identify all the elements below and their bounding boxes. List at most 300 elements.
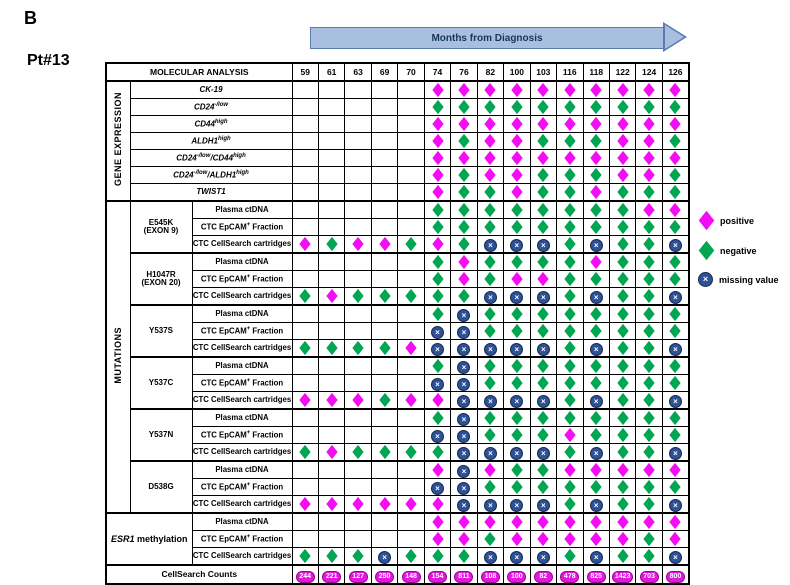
cell [583,357,609,375]
missing-value-icon [669,499,682,512]
table-row [106,271,689,288]
negative-diamond-icon [670,185,681,199]
positive-diamond-icon [591,117,602,131]
negative-diamond-icon [643,549,654,563]
cell [583,184,609,202]
cell [292,133,318,150]
cell [636,427,662,444]
cell [292,427,318,444]
cell [583,201,609,219]
negative-diamond-icon [352,445,363,459]
cell [636,340,662,358]
timeline-arrow [310,27,664,49]
cell [583,81,609,99]
cell [424,236,450,254]
cell [530,99,556,116]
negative-diamond-icon [379,393,390,407]
cell [557,99,583,116]
group-label-mutations: MUTATIONS [106,201,130,513]
cell [557,305,583,323]
negative-diamond-icon [564,134,575,148]
legend-item-missing [698,272,779,287]
cell [636,444,662,462]
missing-value-icon [484,239,497,252]
cell [345,461,371,479]
positive-diamond-icon [643,83,654,97]
positive-diamond-icon [326,393,337,407]
negative-diamond-icon [564,220,575,234]
cell [662,513,689,531]
negative-diamond-icon [485,376,496,390]
cell [398,565,424,584]
negative-diamond-icon [485,359,496,373]
cell [318,496,344,514]
cell [662,375,689,392]
cell [345,150,371,167]
negative-diamond-icon [352,341,363,355]
cell [557,427,583,444]
mutation-label: D538G [130,461,192,513]
negative-diamond-icon [326,549,337,563]
missing-value-icon [457,361,470,374]
cell [292,305,318,323]
cell [662,323,689,340]
missing-value-icon [510,343,523,356]
molecular-analysis-header: MOLECULAR ANALYSIS [106,63,292,81]
cell [504,116,530,133]
cell [292,479,318,496]
negative-diamond-icon [538,255,549,269]
cell [583,409,609,427]
cell [292,150,318,167]
negative-diamond-icon [538,307,549,321]
positive-diamond-icon [564,428,575,442]
cell [477,461,503,479]
cell [477,392,503,410]
cell [318,531,344,548]
cell [345,444,371,462]
cell [345,409,371,427]
cell [371,116,397,133]
month-header: 70 [398,63,424,81]
cell [662,392,689,410]
table-row [106,116,689,133]
cellsearch-count-badge: 250 [375,571,394,583]
missing-value-icon [431,482,444,495]
cell [530,357,556,375]
month-header: 100 [504,63,530,81]
cell [609,133,635,150]
missing-value-icon [484,291,497,304]
positive-diamond-icon [511,168,522,182]
cell [451,81,477,99]
negative-diamond-icon [670,255,681,269]
negative-diamond-icon [617,324,628,338]
positive-diamond-icon [432,532,443,546]
cell [609,167,635,184]
cell [636,496,662,514]
cell [318,184,344,202]
negative-diamond-icon [352,549,363,563]
negative-diamond-icon [699,241,715,260]
cell [583,375,609,392]
cell [583,565,609,584]
cell [398,201,424,219]
cell [583,167,609,184]
cell [504,184,530,202]
cell [477,271,503,288]
negative-diamond-icon [617,255,628,269]
negative-diamond-icon [511,480,522,494]
positive-diamond-icon [670,203,681,217]
cell [609,99,635,116]
cell [345,271,371,288]
cell [318,288,344,306]
cell [662,167,689,184]
cellsearch-count-badge: 108 [481,571,500,583]
cell [345,357,371,375]
cell [636,81,662,99]
missing-value-icon [510,499,523,512]
cell [451,99,477,116]
cell [477,288,503,306]
missing-value-icon [590,239,603,252]
negative-diamond-icon [643,307,654,321]
cell [318,392,344,410]
cell [557,271,583,288]
cell [451,288,477,306]
cell [371,513,397,531]
table-row [106,81,689,99]
negative-diamond-icon [591,359,602,373]
assay-label: CTC CellSearch cartridges [192,548,292,566]
cell [636,565,662,584]
negative-diamond-icon [643,272,654,286]
cell [345,184,371,202]
cell [345,565,371,584]
cell [557,496,583,514]
cell [424,340,450,358]
cell [662,271,689,288]
month-header: 61 [318,63,344,81]
assay-label: Plasma ctDNA [192,305,292,323]
cell [371,167,397,184]
cell [530,427,556,444]
cell [609,479,635,496]
cell [318,116,344,133]
cell [530,392,556,410]
positive-diamond-icon [699,211,715,230]
assay-label: CTC EpCAM+ Fraction [192,479,292,496]
cell [636,479,662,496]
cell [318,323,344,340]
cell [292,357,318,375]
negative-diamond-icon [432,445,443,459]
cell [318,375,344,392]
missing-value-icon [484,343,497,356]
cell [662,444,689,462]
positive-diamond-icon [458,83,469,97]
table-row [106,305,689,323]
cell [318,133,344,150]
positive-diamond-icon [564,532,575,546]
cell [398,184,424,202]
cell [371,531,397,548]
negative-diamond-icon [538,324,549,338]
negative-diamond-icon [643,445,654,459]
positive-diamond-icon [458,515,469,529]
cell [318,427,344,444]
timeline-arrow-head-icon [663,22,687,52]
negative-diamond-icon [670,168,681,182]
cell [583,323,609,340]
cell [424,150,450,167]
cell [583,133,609,150]
missing-value-icon [537,499,550,512]
positive-diamond-icon [591,83,602,97]
cell [477,219,503,236]
cell [371,357,397,375]
cell [530,479,556,496]
table-row [106,288,689,306]
cell [662,81,689,99]
cell [662,496,689,514]
cell [504,305,530,323]
negative-diamond-icon [538,168,549,182]
positive-diamond-icon [643,463,654,477]
cell [636,236,662,254]
negative-diamond-icon [485,185,496,199]
cell [398,531,424,548]
cell [292,531,318,548]
cell [557,219,583,236]
negative-diamond-icon [564,445,575,459]
cell [424,99,450,116]
positive-diamond-icon [511,134,522,148]
cell [609,513,635,531]
positive-diamond-icon [670,532,681,546]
cell [451,357,477,375]
table-row [106,531,689,548]
missing-value-icon [457,378,470,391]
cell [424,288,450,306]
cell [371,461,397,479]
negative-diamond-icon [564,324,575,338]
cell [530,167,556,184]
negative-diamond-icon [485,100,496,114]
cell [318,99,344,116]
cell [371,99,397,116]
negative-diamond-icon [432,272,443,286]
cell [345,305,371,323]
missing-value-icon [457,465,470,478]
missing-value-icon [431,326,444,339]
cellsearch-count-badge: 148 [402,571,421,583]
table-row [106,409,689,427]
cell [477,479,503,496]
negative-diamond-icon [564,480,575,494]
cell [398,219,424,236]
cell [398,167,424,184]
negative-diamond-icon [617,100,628,114]
positive-diamond-icon [564,117,575,131]
cell [292,288,318,306]
missing-value-icon [457,395,470,408]
cell [477,253,503,271]
cell [398,392,424,410]
cell [318,479,344,496]
negative-diamond-icon [538,376,549,390]
mutation-label: H1047R (EXON 20) [130,253,192,305]
cell [504,409,530,427]
gene-label: $CD44^{high}$ [130,116,292,133]
cell [557,116,583,133]
cell [530,409,556,427]
cellsearch-count-badge: 800 [666,571,685,583]
positive-diamond-icon [617,134,628,148]
cell [398,548,424,566]
cell [609,305,635,323]
cell [371,548,397,566]
positive-diamond-icon [432,134,443,148]
negative-diamond-icon [564,255,575,269]
cellsearch-count-badge: 703 [640,571,659,583]
cell [318,253,344,271]
missing-value-icon [457,447,470,460]
cell [477,201,503,219]
cell [398,133,424,150]
positive-diamond-icon [511,117,522,131]
negative-diamond-icon [432,255,443,269]
negative-diamond-icon [643,289,654,303]
table-row [106,236,689,254]
cell [530,323,556,340]
cell [662,461,689,479]
month-header: 103 [530,63,556,81]
negative-diamond-icon [432,289,443,303]
cell [477,565,503,584]
cellsearch-count-badge: 100 [507,571,526,583]
negative-diamond-icon [617,237,628,251]
cell [318,81,344,99]
cell [292,271,318,288]
cell [318,444,344,462]
cell [451,167,477,184]
negative-diamond-icon [643,220,654,234]
negative-diamond-icon [670,480,681,494]
negative-diamond-icon [352,289,363,303]
cell [530,513,556,531]
cell [583,271,609,288]
assay-label: Plasma ctDNA [192,513,292,531]
positive-diamond-icon [564,151,575,165]
positive-diamond-icon [670,463,681,477]
cell [292,548,318,566]
cell [318,409,344,427]
cell [424,133,450,150]
month-header: 69 [371,63,397,81]
missing-value-icon [669,343,682,356]
cell [345,323,371,340]
cell [292,461,318,479]
positive-diamond-icon [591,463,602,477]
cell [609,201,635,219]
cell [424,271,450,288]
negative-diamond-icon [643,100,654,114]
positive-diamond-icon [300,393,311,407]
table-row [106,133,689,150]
cell [345,253,371,271]
negative-diamond-icon [643,393,654,407]
negative-diamond-icon [564,237,575,251]
cell [424,253,450,271]
cell [583,444,609,462]
assay-label: Plasma ctDNA [192,461,292,479]
group-label-esr1-methylation: ESR1 methylation [106,513,192,565]
cellsearch-count-badge: 154 [428,571,447,583]
assay-label: CTC CellSearch cartridges [192,444,292,462]
cell [504,496,530,514]
cell [371,219,397,236]
cell [424,167,450,184]
cell [371,340,397,358]
missing-value-icon [510,551,523,564]
cell [371,444,397,462]
cell [451,236,477,254]
assay-label: Plasma ctDNA [192,409,292,427]
cell [583,150,609,167]
legend-label-positive: positive [720,215,755,226]
table-row [106,357,689,375]
assay-label: CTC CellSearch cartridges [192,392,292,410]
negative-diamond-icon [617,341,628,355]
assay-label: CTC EpCAM+ Fraction [192,323,292,340]
negative-diamond-icon [564,359,575,373]
cell [424,116,450,133]
cell [504,150,530,167]
cell [398,236,424,254]
negative-diamond-icon [591,168,602,182]
cell [530,201,556,219]
cell [451,253,477,271]
negative-diamond-icon [432,359,443,373]
negative-diamond-icon [511,220,522,234]
negative-diamond-icon [564,307,575,321]
cell [609,236,635,254]
cell [609,496,635,514]
cell [609,461,635,479]
assay-label: CTC CellSearch cartridges [192,236,292,254]
assay-label: CTC CellSearch cartridges [192,340,292,358]
cell [609,323,635,340]
positive-diamond-icon [564,463,575,477]
positive-diamond-icon [643,515,654,529]
cell [345,427,371,444]
cell [424,496,450,514]
positive-diamond-icon [617,151,628,165]
negative-diamond-icon [432,307,443,321]
cell [636,150,662,167]
cell [557,531,583,548]
negative-diamond-icon [458,203,469,217]
cell [371,184,397,202]
negative-diamond-icon [564,393,575,407]
cell [583,513,609,531]
missing-value-icon [537,291,550,304]
cell [557,340,583,358]
cell [530,496,556,514]
cell [662,288,689,306]
